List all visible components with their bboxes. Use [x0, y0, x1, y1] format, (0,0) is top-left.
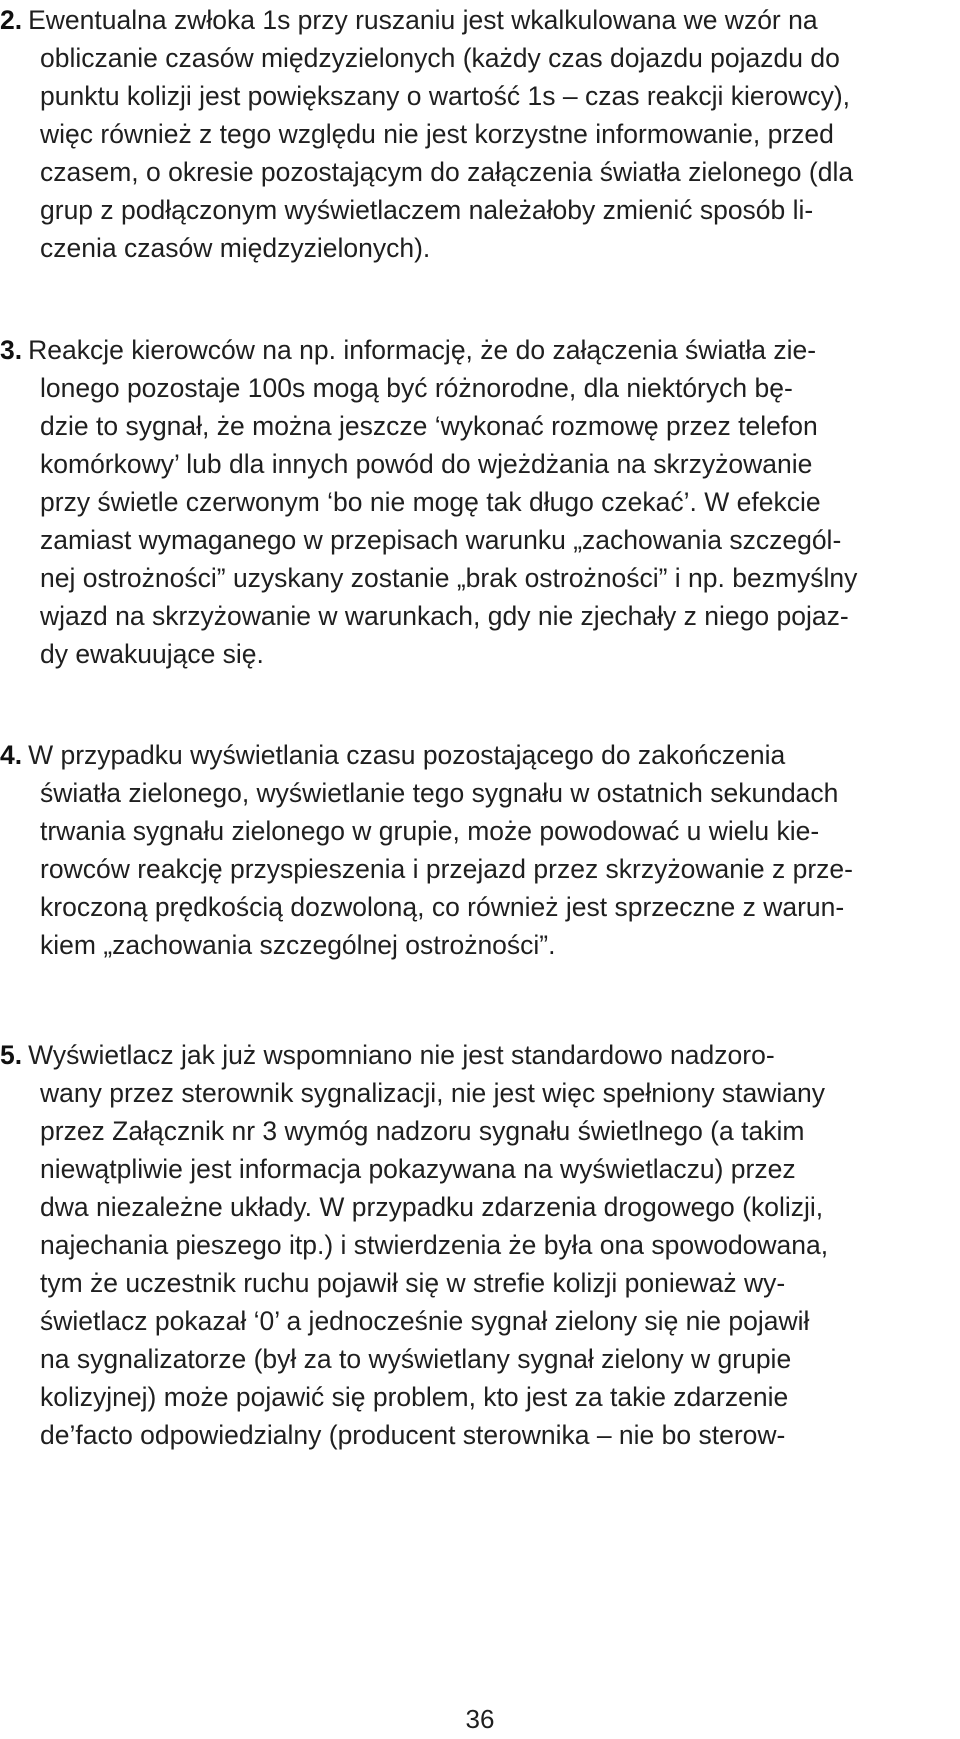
- line-text: rowców reakcję przyspieszenia i przejazd przez skrzyżowanie z prze-: [40, 854, 853, 884]
- text-line: [0, 330, 816, 370]
- text-line: [0, 773, 838, 813]
- line-text: dzie to sygnał, że można jeszcze ‘wykonać rozmowę przez telefon: [40, 411, 818, 441]
- line-text: zamiast wymaganego w przepisach warunku „zachowania szczegól-: [40, 525, 842, 555]
- line-text: kroczoną prędkością dozwoloną, co również jest sprzeczne z warun-: [40, 892, 845, 922]
- line-text: nej ostrożności” uzyskany zostanie „brak ostrożności” i np. bezmyślny: [40, 563, 858, 593]
- text-line: [0, 634, 264, 674]
- line-text: czasem, o okresie pozostającym do załączenia światła zielonego (dla: [40, 157, 854, 187]
- item-number: 4.: [0, 740, 23, 770]
- line-text: komórkowy’ lub dla innych powód do wjeżdżania na skrzyżowanie: [40, 449, 813, 479]
- text-line: [0, 925, 556, 965]
- line-text: dy ewakuujące się.: [40, 639, 264, 669]
- text-line: [0, 596, 849, 636]
- line-text: najechania pieszego itp.) i stwierdzenia że była ona spowodowana,: [40, 1230, 829, 1260]
- text-line: [0, 1149, 796, 1189]
- text-line: [0, 1035, 775, 1075]
- text-line: [0, 1339, 791, 1379]
- text-line: [0, 406, 818, 446]
- text-line: [0, 1073, 825, 1113]
- text-line: [0, 887, 844, 927]
- line-text: światła zielonego, wyświetlanie tego sygnału w ostatnich sekundach: [40, 778, 839, 808]
- text-line: [0, 1187, 823, 1227]
- line-text: kolizyjnej) może pojawić się problem, kto jest za takie zdarzenie: [40, 1382, 789, 1412]
- text-line: [0, 1415, 785, 1455]
- line-text: kiem „zachowania szczególnej ostrożności”.: [40, 930, 556, 960]
- line-text: wjazd na skrzyżowanie w warunkach, gdy nie zjechały z niego pojaz-: [40, 601, 849, 631]
- text-line: [0, 1263, 785, 1303]
- line-text: na sygnalizatorze (był za to wyświetlany sygnał zielony w grupie: [40, 1344, 792, 1374]
- item-number: 3.: [0, 335, 23, 365]
- line-text: trwania sygnału zielonego w grupie, może powodować u wielu kie-: [40, 816, 820, 846]
- text-line: [0, 1377, 788, 1417]
- text-line: [0, 444, 812, 484]
- text-line: [0, 38, 840, 78]
- text-line: [0, 1301, 809, 1341]
- item-number: 2.: [0, 5, 23, 35]
- text-line: [0, 368, 793, 408]
- line-text: wany przez sterownik sygnalizacji, nie jest więc spełniony stawiany: [40, 1078, 826, 1108]
- line-text: tym że uczestnik ruchu pojawił się w strefie kolizji ponieważ wy-: [40, 1268, 786, 1298]
- text-line: [0, 1111, 804, 1151]
- line-text: Reakcje kierowców na np. informację, że do załączenia światła zie-: [28, 335, 817, 365]
- line-text: dwa niezależne układy. W przypadku zdarzenia drogowego (kolizji,: [40, 1192, 824, 1222]
- line-text: Wyświetlacz jak już wspomniano nie jest standardowo nadzoro-: [28, 1040, 775, 1070]
- page-number: 36: [465, 1704, 495, 1734]
- line-text: niewątpliwie jest informacja pokazywana na wyświetlaczu) przez: [40, 1154, 796, 1184]
- text-line: [0, 1225, 828, 1265]
- line-text: czenia czasów międzyzielonych).: [40, 233, 431, 263]
- line-text: przy świetle czerwonym ‘bo nie mogę tak długo czekać’. W efekcie: [40, 487, 821, 517]
- text-line: [0, 482, 821, 522]
- text-line: [0, 558, 857, 598]
- text-line: [0, 152, 853, 192]
- line-text: W przypadku wyświetlania czasu pozostającego do zakończenia: [28, 740, 786, 770]
- text-line: [0, 114, 834, 154]
- line-text: lonego pozostaje 100s mogą być różnorodne, dla niektórych bę-: [40, 373, 793, 403]
- line-text: świetlacz pokazał ‘0’ a jednocześnie sygnał zielony się nie pojawił: [40, 1306, 810, 1336]
- text-line: [0, 849, 853, 889]
- item-number: 5.: [0, 1040, 23, 1070]
- text-line: [0, 811, 819, 851]
- line-text: obliczanie czasów międzyzielonych (każdy czas dojazdu pojazdu do: [40, 43, 840, 73]
- line-text: Ewentualna zwłoka 1s przy ruszaniu jest wkalkulowana we wzór na: [28, 5, 818, 35]
- text-line: [0, 228, 430, 268]
- text-line: [0, 520, 841, 560]
- line-text: więc również z tego względu nie jest korzystne informowanie, przed: [40, 119, 834, 149]
- line-text: przez Załącznik nr 3 wymóg nadzoru sygnału świetlnego (a takim: [40, 1116, 805, 1146]
- line-text: grup z podłączonym wyświetlaczem należałoby zmienić sposób li-: [40, 195, 814, 225]
- line-text: de’facto odpowiedzialny (producent sterownika – nie bo sterow-: [40, 1420, 786, 1450]
- text-line: [0, 735, 785, 775]
- text-line: [0, 76, 850, 116]
- text-line: [0, 190, 813, 230]
- line-text: punktu kolizji jest powiększany o wartość 1s – czas reakcji kierowcy),: [40, 81, 851, 111]
- text-line: [0, 0, 818, 40]
